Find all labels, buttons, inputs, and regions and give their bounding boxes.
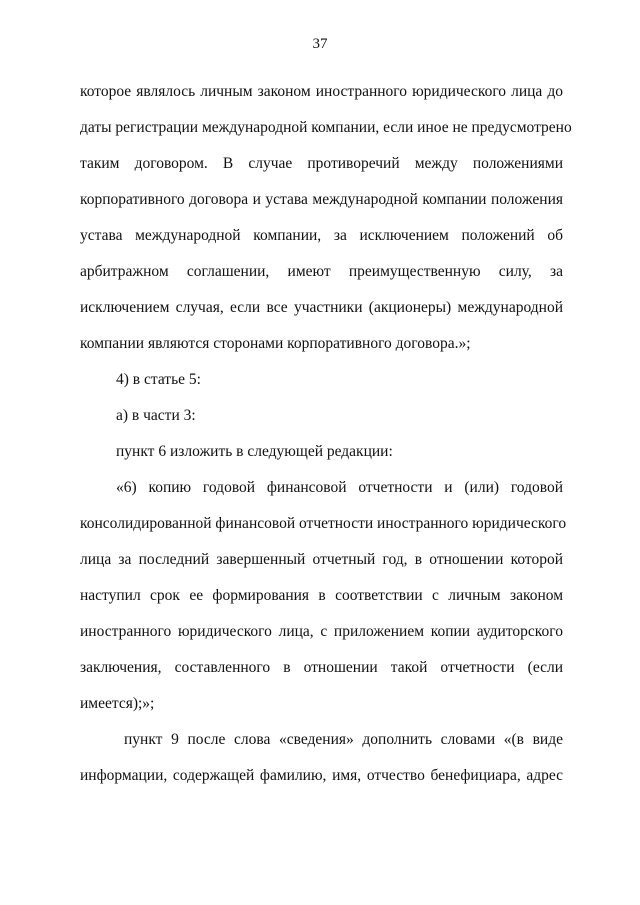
text-line: информации, содержащей фамилию, имя, отчество бенефициара, адрес xyxy=(80,767,563,784)
text-line: консолидированной финансовой отчетности иностранного юридического xyxy=(80,515,567,532)
text-line: корпоративного договора и устава международной компании положения xyxy=(80,191,563,208)
text-line: компании являются сторонами корпоративного договора.»; xyxy=(80,335,471,352)
text-line: пункт 6 изложить в следующей редакции: xyxy=(116,443,393,460)
text-line: пункт 9 после слова «сведения» дополнить словами «(в виде xyxy=(124,731,563,748)
text-line: имеется);»; xyxy=(80,695,155,712)
text-line: «6) копию годовой финансовой отчетности и (или) годовой xyxy=(116,479,563,496)
text-line: лица за последний завершенный отчетный год, в отношении которой xyxy=(80,551,563,568)
text-line: которое являлось личным законом иностранного юридического лица до xyxy=(80,83,563,100)
text-line: таким договором. В случае противоречий между положениями xyxy=(80,155,563,172)
text-line: арбитражном соглашении, имеют преимущественную силу, за xyxy=(80,263,563,280)
text-line: наступил срок ее формирования в соответствии с личным законом xyxy=(80,587,563,604)
text-line: заключения, составленного в отношении такой отчетности (если xyxy=(80,659,563,676)
text-line: даты регистрации международной компании, если иное не предусмотрено xyxy=(80,119,572,136)
document-body xyxy=(80,74,572,794)
text-line: исключением случая, если все участники (акционеры) международной xyxy=(80,299,563,316)
page-number: 37 xyxy=(312,36,328,52)
text-line: а) в части 3: xyxy=(116,407,196,424)
text-line: устава международной компании, за исключением положений об xyxy=(80,227,563,244)
text-line: 4) в статье 5: xyxy=(116,371,201,388)
text-line: иностранного юридического лица, с приложением копии аудиторского xyxy=(80,623,563,640)
